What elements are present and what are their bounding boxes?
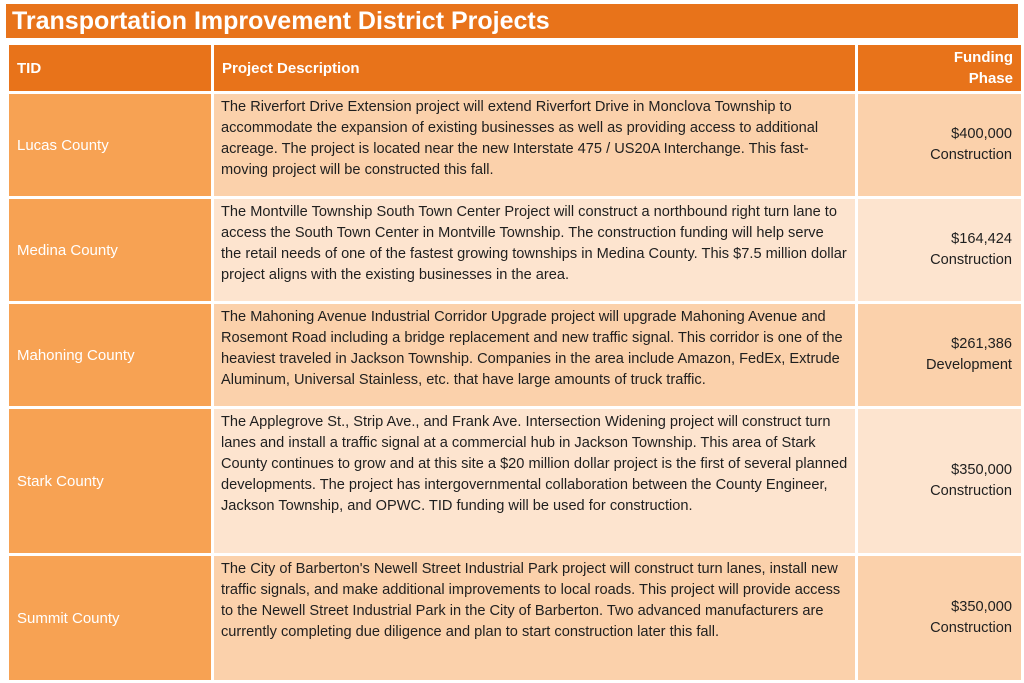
funding-amount: $350,000	[951, 599, 1012, 615]
description-cell: The Riverfort Drive Extension project will extend Riverfort Drive in Monclova Township to accommodate the expansion of existing businesses as well as providing access to additional acreage. The project is located near the new Interstate 475 / US20A Interchange. This fast-moving project will be constructed this fall.	[214, 94, 855, 196]
description-cell: The Montville Township South Town Center Project will construct a northbound right turn lane to access the South Town Center in Montville Township. The construction funding will help serve the retail needs of one of the fastest growing townships in Medina County. This $7.5 million dollar project aligns with the existing businesses in the area.	[214, 199, 855, 301]
funding-phase: Construction	[930, 252, 1012, 268]
funding-phase: Construction	[930, 483, 1012, 499]
table-row	[9, 304, 1021, 406]
table-header-row	[9, 45, 1021, 91]
page-title: Transportation Improvement District Projects	[6, 4, 1018, 38]
column-header-description: Project Description	[214, 45, 855, 91]
county-cell: Medina County	[9, 199, 211, 301]
column-header-funding-line2: Phase	[968, 70, 1013, 87]
funding-amount: $350,000	[951, 462, 1012, 478]
description-cell: The City of Barberton's Newell Street Industrial Park project will construct turn lanes, install new traffic signals, and make additional improvements to local roads. This project will provide access to the Newell Street Industrial Park in the City of Barberton. Two advanced manufacturers are currently completing due diligence and plan to start construction later this fall.	[214, 556, 855, 680]
description-cell: The Mahoning Avenue Industrial Corridor Upgrade project will upgrade Mahoning Avenue and Rosemont Road including a bridge replacement and new traffic signal. This corridor is one of the heaviest traveled in Jackson Township. Companies in the area include Amazon, FedEx, Extrude Aluminum, Universal Stainless, etc. that have large amounts of truck traffic.	[214, 304, 855, 406]
county-cell: Mahoning County	[9, 304, 211, 406]
column-header-funding-phase	[858, 45, 1021, 91]
table-row	[9, 94, 1021, 196]
county-cell: Stark County	[9, 409, 211, 553]
table-row	[9, 199, 1021, 301]
county-cell: Lucas County	[9, 94, 211, 196]
description-cell: The Applegrove St., Strip Ave., and Frank Ave. Intersection Widening project will construct turn lanes and install a traffic signal at a commercial hub in Jackson Township. This area of Stark County continues to grow and at this site a $20 million dollar project is the first of several planned developments. The project has intergovernmental collaboration between the County Engineer, Jackson Township, and OPWC. TID funding will be used for construction.	[214, 409, 855, 553]
funding-amount: $164,424	[951, 231, 1012, 247]
table-row	[9, 409, 1021, 553]
table-row	[9, 556, 1021, 680]
county-cell: Summit County	[9, 556, 211, 680]
column-header-funding-line1: Funding	[953, 49, 1013, 66]
funding-cell	[858, 199, 1021, 301]
funding-amount: $261,386	[951, 336, 1012, 352]
funding-cell	[858, 304, 1021, 406]
funding-cell	[858, 409, 1021, 553]
funding-cell	[858, 556, 1021, 680]
funding-cell	[858, 94, 1021, 196]
column-header-tid: TID	[9, 45, 211, 91]
funding-phase: Construction	[930, 147, 1012, 163]
funding-amount: $400,000	[951, 126, 1012, 142]
funding-phase: Construction	[930, 620, 1012, 636]
projects-table	[6, 42, 1024, 683]
funding-phase: Development	[926, 357, 1012, 373]
